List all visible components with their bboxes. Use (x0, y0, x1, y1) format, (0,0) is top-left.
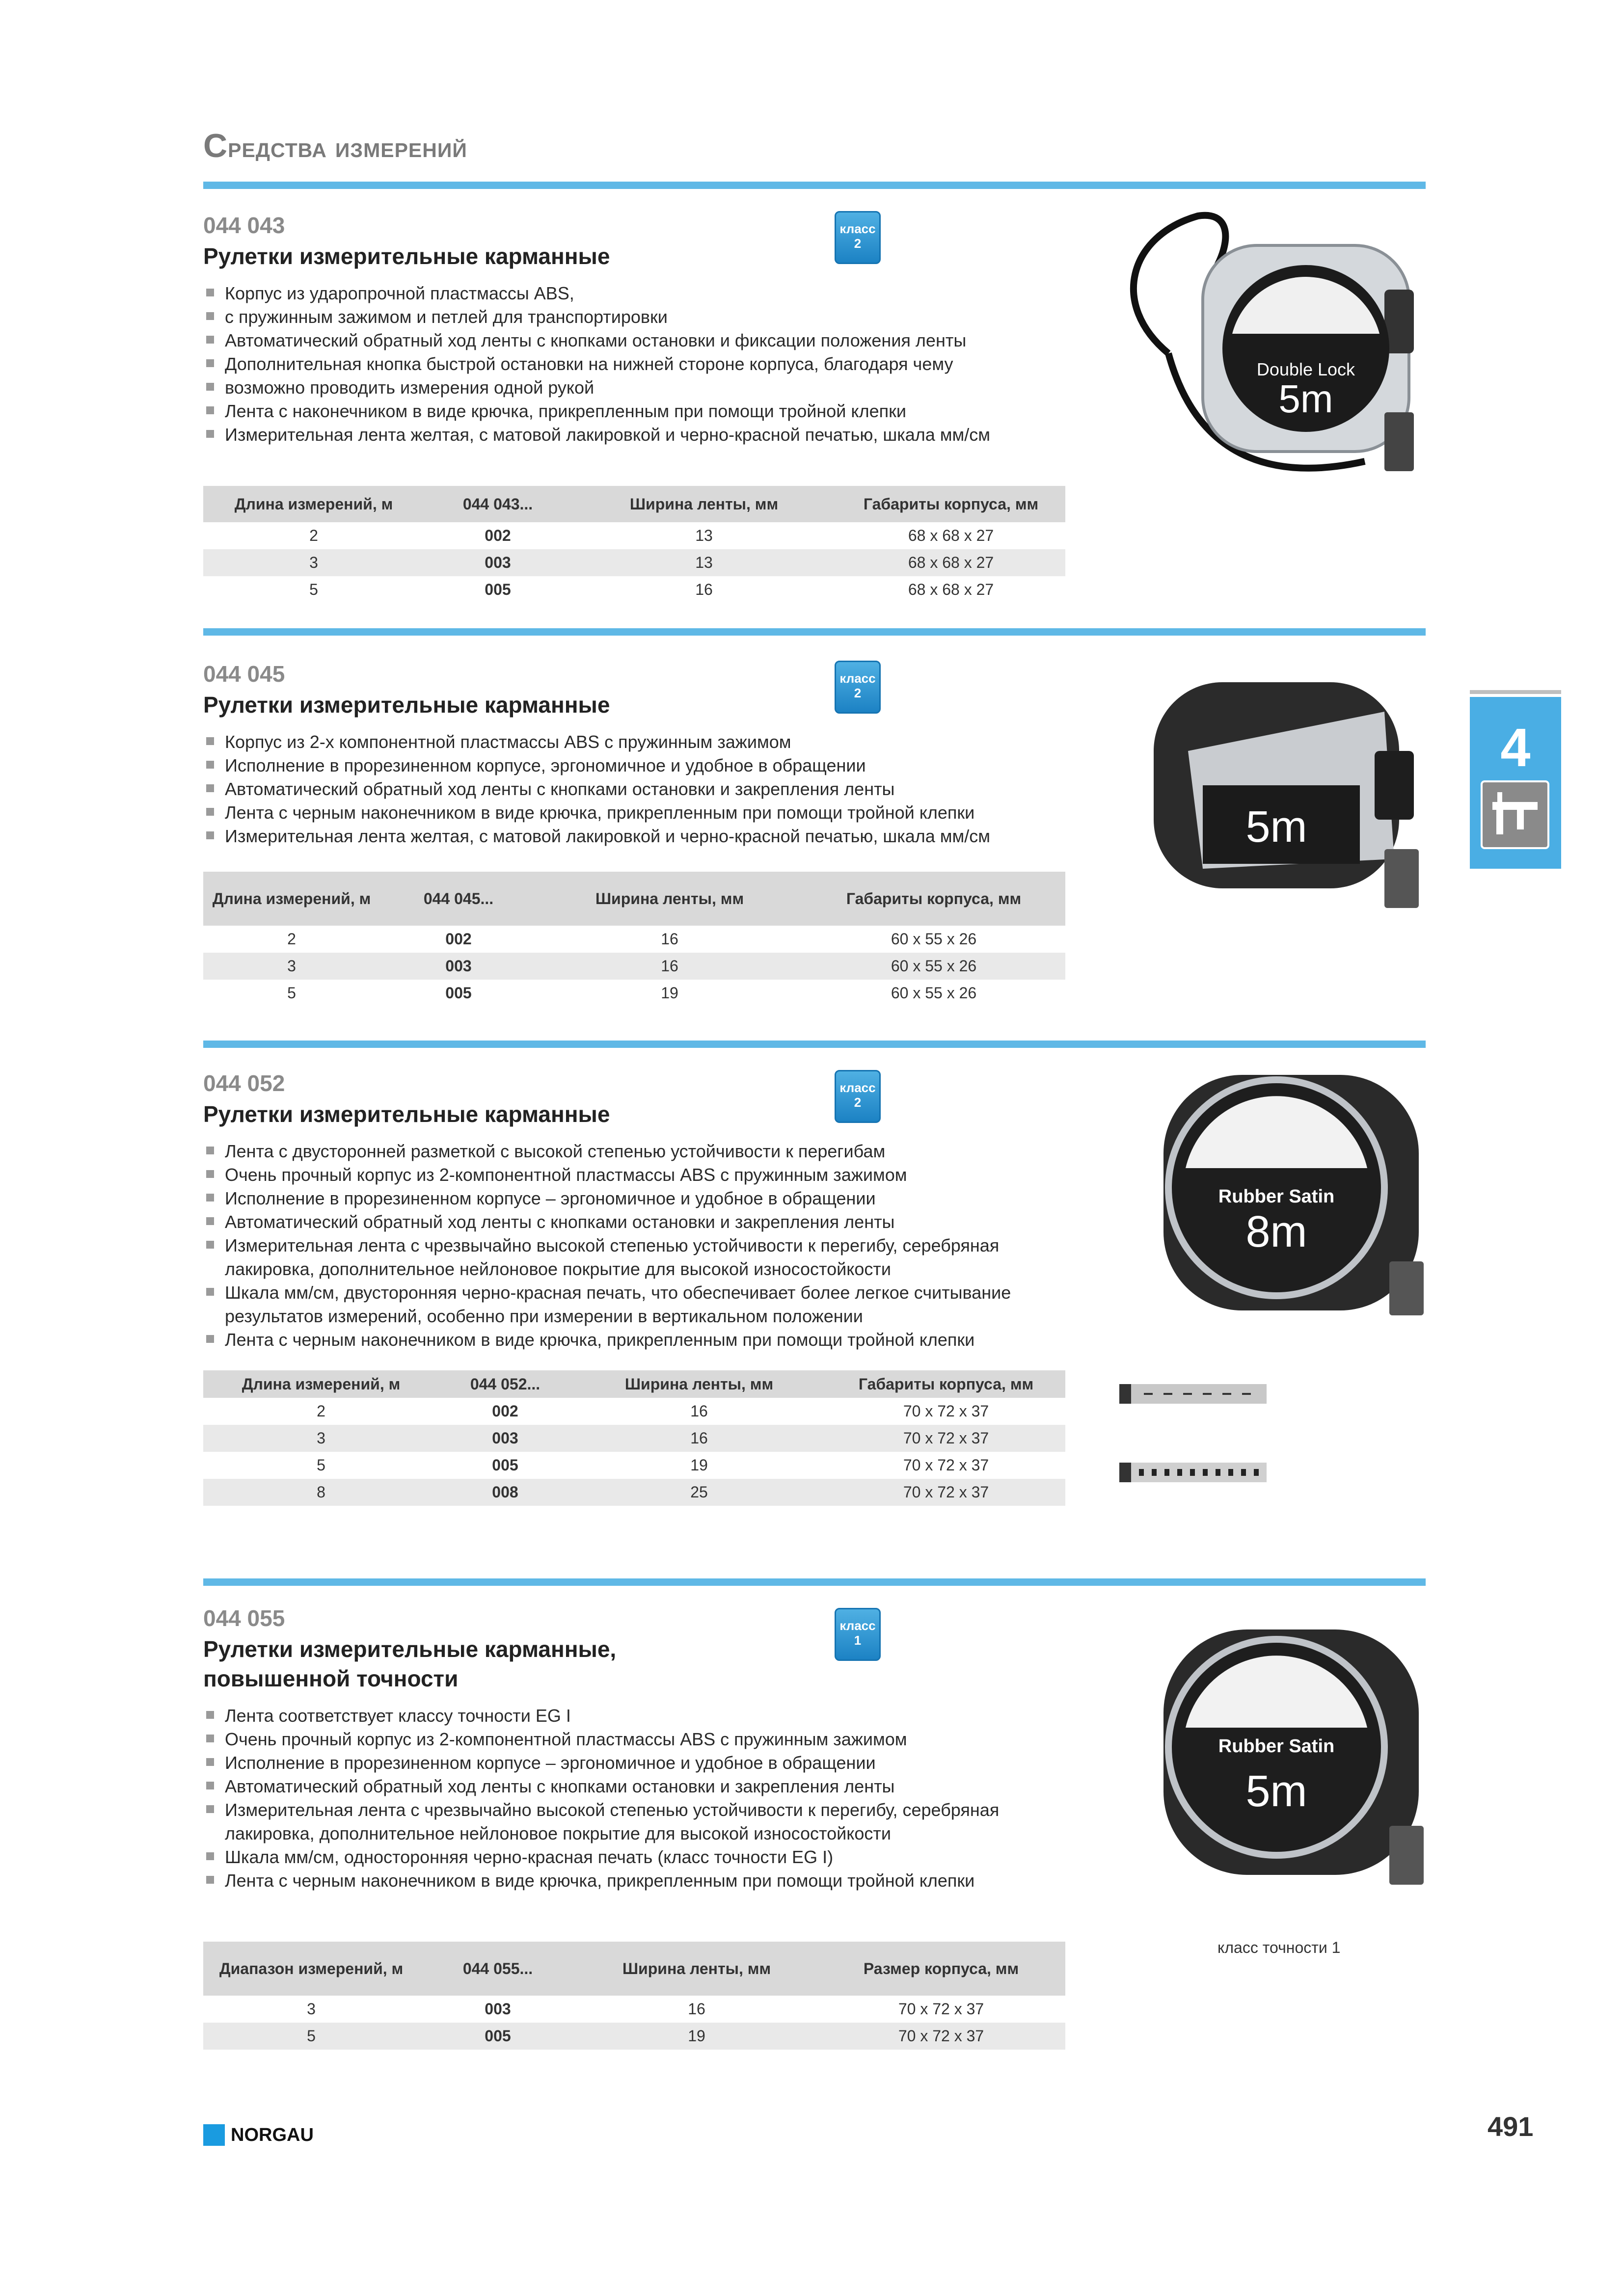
product-name: Рулетки измерительные карманные (203, 692, 610, 718)
table-row: 5 005 19 70 x 72 x 37 (317, 1456, 989, 1474)
svg-text:5m: 5m (1245, 1767, 1307, 1816)
table-header: 044 055... (419, 1942, 576, 1996)
table-row: 2 002 13 68 x 68 x 27 (309, 527, 994, 544)
svg-text:8m: 8m (1245, 1207, 1307, 1256)
page-title: Средства измерений (203, 127, 467, 164)
product-code: 044 052 (203, 1070, 285, 1096)
feature-item: Исполнение в прорезиненном корпусе – эргономичное и удобное в обращении (203, 1751, 1077, 1775)
table-row: 5 005 19 60 x 55 x 26 (287, 984, 977, 1002)
table-header: 044 045... (380, 872, 537, 926)
feature-item: Исполнение в прорезиненном корпусе, эргономичное и удобное в обращении (203, 754, 1426, 777)
image-caption: класс точности 1 (1217, 1939, 1341, 1956)
feature-item: Очень прочный корпус из 2-компонентной пластмассы ABS с пружинным зажимом (203, 1728, 1077, 1751)
table-header: Габариты корпуса, мм (827, 1370, 1065, 1398)
table-row: 8 008 25 70 x 72 x 37 (203, 1479, 1065, 1506)
page-number: 491 (1488, 2111, 1534, 2142)
feature-item: Лента с наконечником в виде крючка, прикрепленным при помощи тройной клепки (203, 400, 1426, 423)
feature-item: с пружинным зажимом и петлей для транспортировки (203, 305, 1426, 329)
table-header: Длина измерений, м (203, 1370, 439, 1398)
table-row: 5 005 16 68 x 68 x 27 (309, 581, 994, 598)
feature-item: Лента с черным наконечником в виде крючка, прикрепленным при помощи тройной клепки (203, 1869, 1077, 1893)
feature-item: Измерительная лента с чрезвычайно высокой степенью устойчивости к перегибу, серебряная лакировка, дополнительное нейлоновое покрытие для высокой износостойкости (203, 1234, 1077, 1281)
table-header: Ширина ленты, мм (537, 872, 802, 926)
feature-item: Лента соответствует классу точности EG I (203, 1704, 1077, 1728)
table-header: Длина измерений, м (203, 486, 424, 522)
spec-table (203, 486, 1065, 603)
accuracy-class-badge: класс 2 (835, 1070, 881, 1123)
feature-item: Дополнительная кнопка быстрой остановки на нижней стороне корпуса, благодаря чему (203, 352, 1426, 376)
table-header: Ширина ленты, мм (576, 1942, 817, 1996)
product-code: 044 043 (203, 213, 285, 238)
feature-item: Корпус из 2-х компонентной пластмассы ABS с пружинным зажимом (203, 730, 1426, 754)
brand-logo: NORGAU (203, 2124, 314, 2146)
feature-item: Лента с двусторонней разметкой с высокой степенью устойчивости к перегибам (203, 1140, 1077, 1163)
table-header: 044 043... (424, 486, 571, 522)
section-divider (203, 1578, 1426, 1586)
product-name: Рулетки измерительные карманные (203, 1101, 610, 1127)
svg-text:5m: 5m (1278, 377, 1333, 421)
table-header: Ширина ленты, мм (571, 486, 837, 522)
accuracy-class-badge: класс 2 (835, 211, 881, 264)
tape-measure-image (1129, 653, 1434, 928)
tape-blade-image (1114, 1453, 1271, 1492)
table-row: 5 005 19 70 x 72 x 37 (203, 2023, 1065, 2050)
product-code: 044 055 (203, 1605, 285, 1631)
feature-item: Лента с черным наконечником в виде крючка, прикрепленным при помощи тройной клепки (203, 801, 1426, 825)
feature-item: Автоматический обратный ход ленты с кнопками остановки и закрепления ленты (203, 1775, 1077, 1798)
svg-text:Rubber Satin: Rubber Satin (1218, 1736, 1335, 1757)
feature-item: Очень прочный корпус из 2-компонентной пластмассы ABS с пружинным зажимом (203, 1163, 1077, 1187)
accuracy-class-badge: класс 2 (835, 661, 881, 714)
table-header: Размер корпуса, мм (817, 1942, 1065, 1996)
tape-blade-image (1114, 1374, 1271, 1414)
section-divider (203, 182, 1426, 189)
chapter-tab (1470, 697, 1561, 869)
feature-item: Автоматический обратный ход ленты с кнопками остановки и фиксации положения ленты (203, 329, 1426, 352)
feature-item: Измерительная лента с чрезвычайно высокой степенью устойчивости к перегибу, серебряная лакировка, дополнительное нейлоновое покрытие для высокой износостойкости (203, 1798, 1077, 1845)
tape-measure-image (1144, 1605, 1438, 1899)
feature-item: Исполнение в прорезиненном корпусе – эргономичное и удобное в обращении (203, 1187, 1077, 1210)
table-row: 2 002 16 70 x 72 x 37 (317, 1402, 989, 1420)
feature-item: Измерительная лента желтая, с матовой лакировкой и черно-красной печатью, шкала мм/см (203, 825, 1426, 848)
feature-list (203, 1704, 1077, 1893)
section-divider (203, 1041, 1426, 1048)
tape-measure-image (1070, 206, 1434, 501)
product-name: Рулетки измерительные карманные, повышенной точности (203, 1636, 617, 1691)
spec-table (203, 1942, 1065, 2050)
table-row: 3 003 13 68 x 68 x 27 (203, 549, 1065, 576)
table-row: 3 003 16 60 x 55 x 26 (203, 953, 1065, 980)
tape-measure-image (1144, 1055, 1438, 1330)
table-row: 3 003 16 70 x 72 x 37 (203, 1425, 1065, 1452)
feature-item: Автоматический обратный ход ленты с кнопками остановки и закрепления ленты (203, 1210, 1077, 1234)
feature-item: Корпус из ударопрочной пластмассы ABS, (203, 282, 1426, 305)
spec-table (203, 1370, 1065, 1506)
feature-item: Шкала мм/см, односторонняя черно-красная печать (класс точности EG I) (203, 1845, 1077, 1869)
svg-text:Rubber Satin: Rubber Satin (1218, 1186, 1335, 1207)
feature-item: Автоматический обратный ход ленты с кнопками остановки и закрепления ленты (203, 777, 1426, 801)
feature-item: Измерительная лента желтая, с матовой лакировкой и черно-красной печатью, шкала мм/см (203, 423, 1426, 447)
chapter-number: 4 (1500, 718, 1531, 778)
feature-item: Шкала мм/см, двусторонняя черно-красная печать, что обеспечивает более легкое считывание результатов измерений, особенно при измерении в вертикальном положении (203, 1281, 1077, 1328)
svg-text:Double Lock: Double Lock (1256, 359, 1355, 379)
product-name: Рулетки измерительные карманные (203, 243, 610, 269)
feature-list (203, 1140, 1077, 1352)
spec-table (203, 872, 1065, 1007)
table-header: Ширина ленты, мм (571, 1370, 827, 1398)
svg-text:5m: 5m (1245, 802, 1307, 852)
section-divider (203, 628, 1426, 636)
accuracy-class-badge: класс 1 (835, 1608, 881, 1661)
table-header: 044 052... (439, 1370, 571, 1398)
feature-item: Лента с черным наконечником в виде крючка, прикрепленным при помощи тройной клепки (203, 1328, 1077, 1352)
product-code: 044 045 (203, 661, 285, 687)
table-header: Габариты корпуса, мм (837, 486, 1065, 522)
table-header: Диапазон измерений, м (203, 1942, 419, 1996)
table-header: Габариты корпуса, мм (802, 872, 1065, 926)
table-header: Длина измерений, м (203, 872, 380, 926)
table-row: 2 002 16 60 x 55 x 26 (287, 930, 977, 948)
caliper-icon (1481, 780, 1549, 849)
table-row: 3 003 16 70 x 72 x 37 (307, 2000, 984, 2018)
feature-item: возможно проводить измерения одной рукой (203, 376, 1426, 400)
